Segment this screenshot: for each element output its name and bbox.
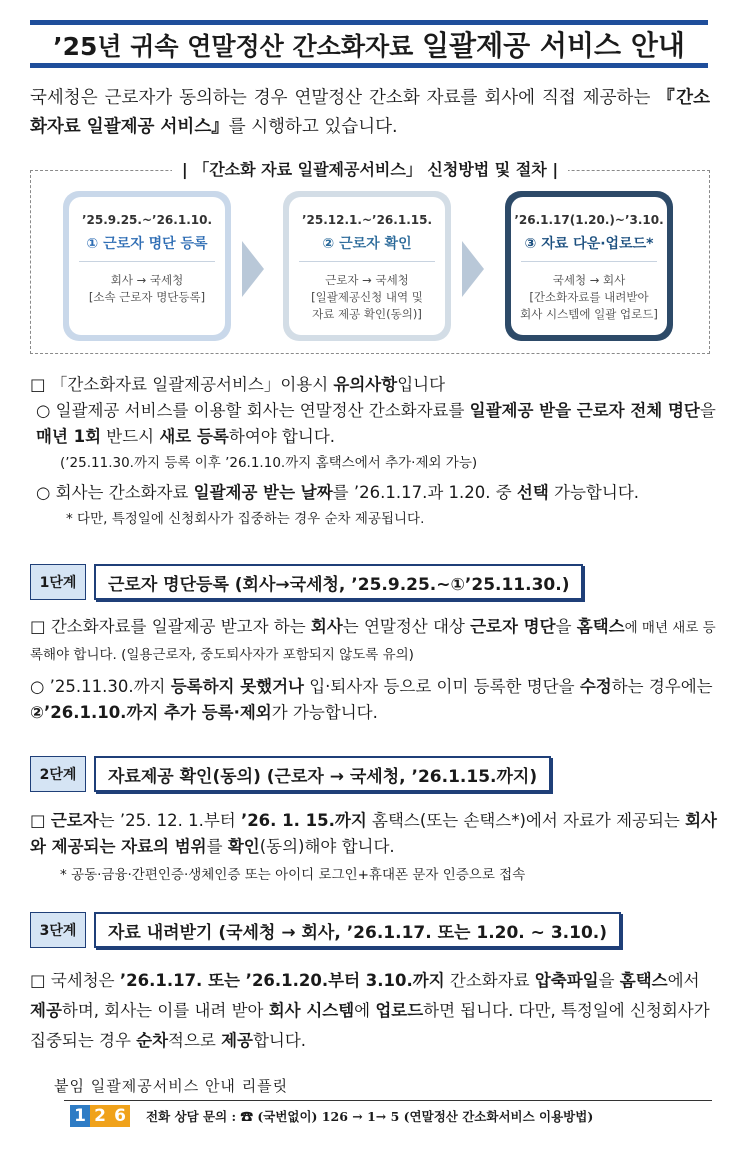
stage-3-p1-n: 순차 xyxy=(136,1031,169,1050)
step-2-head: ② 근로자 확인 xyxy=(299,233,435,262)
procedure-step-1 xyxy=(63,191,231,341)
stage-2-p1-c: 는 ’25. 12. 1.부터 xyxy=(98,811,241,830)
stage-2-note: * 공동·금융·간편인증·생체인증 또는 아이디 로그인+휴대폰 문자 인증으로 접속 xyxy=(60,867,526,883)
stage-3-p1-c: 간소화자료 xyxy=(444,971,535,990)
step-2-desc-2: [일괄제공신청 내역 및 xyxy=(311,290,423,304)
stage-2-p1-a: □ xyxy=(30,811,51,830)
stage-1-p2-f: ②’26.1.10.까지 추가 등록·제외 xyxy=(30,703,272,722)
stage-1-p2-d: 수정 xyxy=(579,677,612,696)
stage-1-p2-b: 등록하지 못했거나 xyxy=(170,677,304,696)
procedure-step-2 xyxy=(283,191,451,341)
stage-1-p1-d: 근로자 명단 xyxy=(470,617,556,636)
stage-3-p1-g: 에서 xyxy=(667,971,700,990)
stage-3-p1-f: 홈택스 xyxy=(619,971,668,990)
notice-item-1-d: 매년 1회 xyxy=(36,427,102,446)
notice-item-1 xyxy=(36,398,720,450)
stage-2-p1-b: 근로자 xyxy=(50,811,99,830)
notice-item-2-e: 가능합니다. xyxy=(548,483,639,502)
step-1-desc-2: [소속 근로자 명단등록] xyxy=(88,290,206,304)
stage-3-p1-m: 하면 됩니다. 다만, 특정일에 신청회사가 집중되는 경우 xyxy=(30,1001,710,1050)
notice-section xyxy=(30,372,720,532)
stage-2-p1-g: 를 xyxy=(206,837,228,856)
footer-contact-text: 전화 상담 문의 : ☎ (국번없이) 126 → 1→ 5 (연말정산 간소화서비스 이용방법) xyxy=(146,1108,594,1124)
stage-1-p1-g: 에 매년 새로 등록해야 합니다. (일용근로자, 중도퇴사자가 포함되지 않도록 유의) xyxy=(30,620,716,663)
stage-1-p2-c: 입·퇴사자 등으로 이미 등록한 명단을 xyxy=(304,677,580,696)
stage-3-p1-h: 제공 xyxy=(30,1001,62,1020)
notice-item-2-b: 일괄제공 받는 날짜 xyxy=(193,483,333,502)
page-title xyxy=(53,24,685,64)
stage-3-p1-j: 회사 시스템 xyxy=(268,1001,355,1020)
stage-2-p1 xyxy=(30,808,720,860)
intro-bold: 『간소화자료 일괄제공 서비스』 xyxy=(30,88,710,137)
step-3-desc xyxy=(511,272,667,323)
stage-2-p1-d: ’26. 1. 15.까지 xyxy=(240,811,367,830)
step-3-desc-1: 국세청 → 회사 xyxy=(552,273,626,287)
notice-item-1-e: 반드시 xyxy=(101,427,160,446)
attachment-note: 붙임 일괄제공서비스 안내 리플릿 xyxy=(54,1077,289,1095)
step-3-date: ’26.1.17(1.20.)~’3.10. xyxy=(514,213,664,227)
stage-3-bar xyxy=(30,912,621,948)
stage-3-p1-i: 하며, 회사는 이를 내려 받아 xyxy=(61,1001,269,1020)
stage-1-p1 xyxy=(30,614,720,668)
procedure-title-text: | 「간소화 자료 일괄제공서비스」 신청방법 및 절차 | xyxy=(172,160,568,179)
chevron-right-icon xyxy=(242,241,264,297)
notice-item-1-b: 일괄제공 받을 근로자 전체 명단 xyxy=(469,401,700,420)
procedure-box xyxy=(30,160,710,354)
step-1-desc xyxy=(69,272,225,306)
stage-3-label: 3단계 xyxy=(30,912,86,948)
stage-1-p1-c: 는 연말정산 대상 xyxy=(342,617,471,636)
step-2-date: ’25.12.1.~’26.1.15. xyxy=(301,213,433,227)
stage-1-p1-f: 홈택스 xyxy=(576,617,625,636)
stage-3-p1-e: 을 xyxy=(598,971,620,990)
stage-3-p1-d: 압축파일 xyxy=(534,971,599,990)
126-logo xyxy=(70,1105,130,1127)
intro-text-1: 국세청은 근로자가 동의하는 경우 연말정산 간소화 자료를 회사에 직접 제공하는 xyxy=(30,88,658,108)
stage-1-p2 xyxy=(30,674,720,726)
stage-3-p1-l: 업로드 xyxy=(375,1001,424,1020)
logo-digit-3: 6 xyxy=(110,1105,130,1127)
stage-3-p1-a: □ 국세청은 xyxy=(30,971,120,990)
stage-3-p1-b: ’26.1.17. 또는 ’26.1.20.부터 3.10.까지 xyxy=(119,971,445,990)
intro-paragraph xyxy=(30,84,710,142)
notice-item-1-f: 새로 등록 xyxy=(159,427,229,446)
procedure-step-3 xyxy=(505,191,673,341)
logo-digit-1: 1 xyxy=(70,1105,90,1127)
notice-item-2 xyxy=(36,480,720,506)
notice-header-text: □ 「간소화자료 일괄제공서비스」이용시 xyxy=(30,375,334,394)
notice-item-1-g: 하여야 합니다. xyxy=(228,427,335,446)
stage-1-p2-g: 가 가능합니다. xyxy=(271,703,378,722)
intro-text-2: 를 시행하고 있습니다. xyxy=(228,117,398,137)
stage-3-p1 xyxy=(30,966,720,1056)
stage-3-p1-p: 제공 xyxy=(221,1031,253,1050)
notice-item-1-c: 을 xyxy=(699,401,716,420)
stage-1-p2-a: ○ ’25.11.30.까지 xyxy=(30,677,171,696)
notice-item-2-c: 를 ’26.1.17.과 1.20. 중 xyxy=(332,483,517,502)
stage-1-label: 1단계 xyxy=(30,564,86,600)
notice-item-2-a: ○ 회사는 간소화자료 xyxy=(36,483,194,502)
stage-1-p1-e: 을 xyxy=(555,617,577,636)
step-2-desc-1: 근로자 → 국세청 xyxy=(325,273,409,287)
step-2-desc-3: 자료 제공 확인(동의)] xyxy=(312,307,422,321)
stage-2-p1-f: 회사와 제공되는 자료의 범위 xyxy=(30,811,717,856)
stage-1-p1-a: □ 간소화자료를 일괄제공 받고자 하는 xyxy=(30,617,311,636)
notice-item-2-note: * 다만, 특정일에 신청회사가 집중하는 경우 순차 제공됩니다. xyxy=(66,511,425,527)
procedure-title xyxy=(31,157,709,180)
logo-digit-2: 2 xyxy=(90,1105,110,1127)
title-part2: 일괄제공 서비스 안내 xyxy=(421,29,685,62)
notice-header xyxy=(30,372,720,398)
stage-1-title: 근로자 명단등록 (회사→국세청, ’25.9.25.~①’25.11.30.) xyxy=(94,564,583,600)
chevron-right-icon xyxy=(462,241,484,297)
step-3-head: ③ 자료 다운·업로드* xyxy=(521,233,657,262)
step-1-head: ① 근로자 명단 등록 xyxy=(79,233,215,262)
stage-3-p1-q: 합니다. xyxy=(252,1031,307,1050)
notice-header-bold: 유의사항 xyxy=(333,375,398,394)
step-3-desc-2: [간소화자료를 내려받아 xyxy=(529,290,649,304)
stage-2-body xyxy=(30,808,720,888)
step-2-desc xyxy=(289,272,445,323)
stage-1-bar xyxy=(30,564,583,600)
stage-3-p1-k: 에 xyxy=(354,1001,376,1020)
footer xyxy=(64,1100,712,1130)
stage-2-p1-e: 홈택스(또는 손택스*)에서 자료가 제공되는 xyxy=(366,811,686,830)
step-1-date: ’25.9.25.~’26.1.10. xyxy=(81,213,213,227)
stage-1-p1-b: 회사 xyxy=(310,617,343,636)
title-bar xyxy=(30,20,708,68)
stage-3-title: 자료 내려받기 (국세청 → 회사, ’26.1.17. 또는 1.20. ~ 3.10.) xyxy=(94,912,621,948)
stage-2-bar xyxy=(30,756,551,792)
stage-2-title: 자료제공 확인(동의) (근로자 → 국세청, ’26.1.15.까지) xyxy=(94,756,551,792)
stage-2-p1-i: (동의)해야 합니다. xyxy=(259,837,395,856)
notice-header-end: 입니다 xyxy=(397,375,446,394)
notice-item-1-note: (’25.11.30.까지 등록 이후 ’26.1.10.까지 홈택스에서 추가·제외 가능) xyxy=(60,455,478,471)
stage-1-body xyxy=(30,614,720,726)
notice-item-2-d: 선택 xyxy=(516,483,549,502)
stage-2-p1-h: 확인 xyxy=(227,837,260,856)
stage-2-label: 2단계 xyxy=(30,756,86,792)
stage-1-p2-e: 하는 경우에는 xyxy=(611,677,713,696)
stage-3-body xyxy=(30,966,720,1056)
title-part1: ’25년 귀속 연말정산 간소화자료 xyxy=(53,32,422,61)
step-1-desc-1: 회사 → 국세청 xyxy=(110,273,184,287)
stage-3-p1-o: 적으로 xyxy=(168,1031,222,1050)
step-3-desc-3: 회사 시스템에 일괄 업로드] xyxy=(520,307,658,321)
notice-item-1-a: ○ 일괄제공 서비스를 이용할 회사는 연말정산 간소화자료를 xyxy=(36,401,470,420)
